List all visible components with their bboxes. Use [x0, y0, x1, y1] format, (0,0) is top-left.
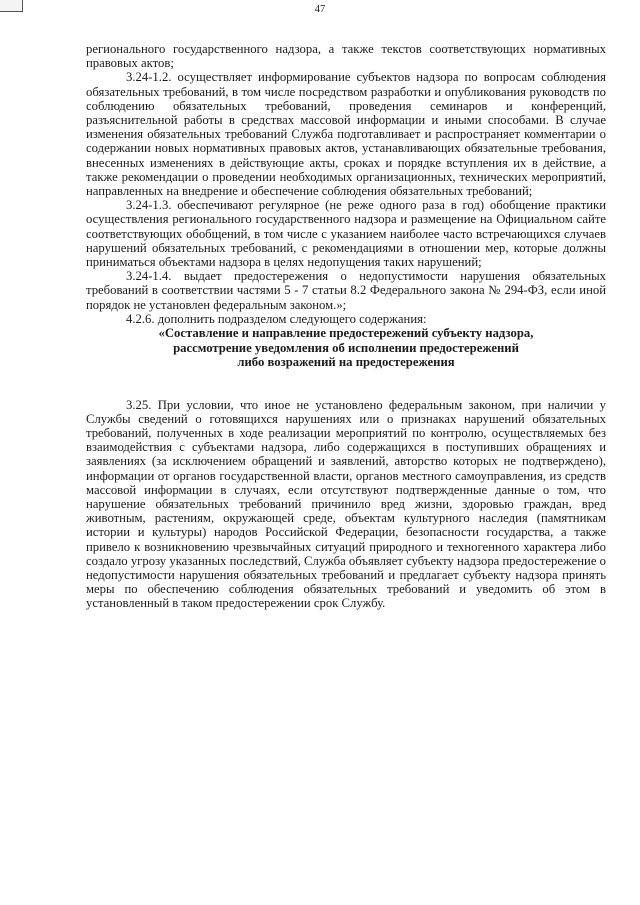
- section-gap: [86, 370, 606, 398]
- paragraph-3-24-1-3: 3.24-1.3. обеспечивают регулярное (не реже одного раза в год) обобщение практики осуществления регионального государственного надзора и размещение на Официальном сайте соответствующих обобщений, в том числе с указанием наиболее часто встречающихся случаев нарушений обязательных требований, с рекомендациями в отношении мер, которые должны приниматься объектами надзора в целях недопущения таких нарушений;: [86, 198, 606, 270]
- page-number: 47: [314, 4, 326, 15]
- heading-line-1: «Составление и направление предостережений субъекту надзора,: [158, 326, 534, 341]
- document-body: [86, 42, 606, 611]
- subsection-heading: [86, 326, 606, 370]
- heading-line-3: либо возражений на предостережения: [237, 355, 455, 370]
- paragraph-3-24-1-4: 3.24-1.4. выдает предостережения о недопустимости нарушения обязательных требований в соответствии частями 5 - 7 статьи 8.2 Федерального закона № 294-ФЗ, если иной порядок не установлен федеральным законом.»;: [86, 269, 606, 312]
- paragraph-3-24-1-2: 3.24-1.2. осуществляет информирование субъектов надзора по вопросам соблюдения обязательных требований, в том числе посредством разработки и опубликования руководств по соблюдению обязательных требований, проведения семинаров и конференций, разъяснительной работы в средствах массовой информации и иными способами. В случае изменения обязательных требований Служба подготавливает и распространяет комментарии о содержании новых нормативных правовых актов, устанавливающих обязательные требования, внесенных изменениях в действующие акты, сроках и порядке вступления их в действие, а также рекомендации о проведении необходимых организационных, технических мероприятий, направленных на внедрение и обеспечение соблюдения обязательных требований;: [86, 70, 606, 199]
- paragraph-3-25: 3.25. При условии, что иное не установлено федеральным законом, при наличии у Службы сведений о готовящихся нарушениях или о признаках нарушений обязательных требований, полученных в ходе реализации мероприятий по контролю, осуществляемых без взаимодействия с субъектами надзора, либо содержащихся в поступивших обращениях и заявлениях (за исключением обращений и заявлений, авторство которых не подтверждено), информации от органов государственной власти, органов местного самоуправления, из средств массовой информации в случаях, если отсутствуют подтвержденные данные о том, что нарушение обязательных требований причинило вред жизни, здоровью граждан, вред животным, растениям, окружающей среде, объектам культурного наследия (памятникам истории и культуры) народов Российской Федерации, безопасности государства, а также привело к возникновению чрезвычайных ситуаций природного и техногенного характера либо создало угрозу указанных последствий, Служба объявляет субъекту надзора предостережение о недопустимости нарушения обязательных требований и предлагает субъекту надзора принять меры по обеспечению соблюдения обязательных требований и уведомить об этом в установленный в таком предостережении срок Службу.: [86, 397, 606, 611]
- paragraph-4-2-6: 4.2.6. дополнить подразделом следующего содержания:: [126, 311, 427, 326]
- paragraph-continuation: регионального государственного надзора, а также текстов соответствующих нормативных правовых актов;: [86, 42, 606, 71]
- heading-line-2: рассмотрение уведомления об исполнении предостережений: [173, 340, 519, 355]
